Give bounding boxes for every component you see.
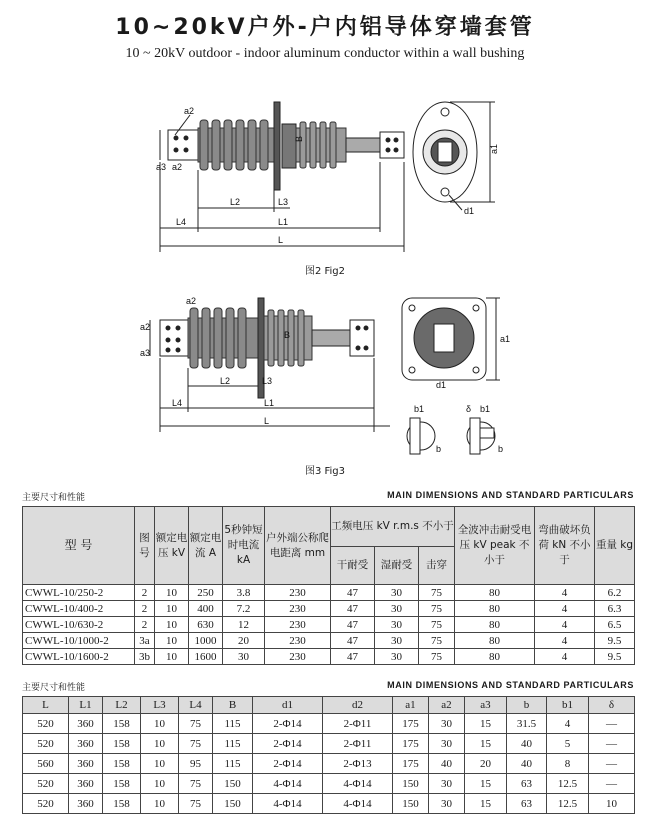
table-cell: —: [589, 754, 635, 774]
table-cell: 4: [535, 601, 595, 617]
table-cell: 2-Φ14: [253, 714, 323, 734]
table-cell: 158: [103, 754, 141, 774]
table-cell: 75: [419, 633, 455, 649]
header-dry: 干耐受: [331, 547, 375, 585]
table-cell: 95: [179, 754, 213, 774]
table-cell: 520: [23, 734, 69, 754]
fig3-label-l: L: [264, 416, 270, 426]
table-cell: 4-Φ14: [323, 774, 393, 794]
column-header: a3: [465, 697, 507, 714]
table-cell: 10: [155, 617, 189, 633]
table-cell: 230: [265, 585, 331, 601]
table-cell: 12: [223, 617, 265, 633]
table-cell: 230: [265, 601, 331, 617]
table-cell: 12.5: [547, 794, 589, 814]
table-cell: 2: [135, 585, 155, 601]
table-cell: 30: [375, 649, 419, 665]
table-cell: 2: [135, 601, 155, 617]
header-short-time-current: 5秒钟短时电流 kA: [223, 507, 265, 585]
table-cell: 80: [455, 585, 535, 601]
table-cell: 360: [69, 774, 103, 794]
page-title: 10~20kV户外-户内铝导体穿墙套管: [115, 15, 535, 40]
table-cell: 75: [179, 774, 213, 794]
table-cell: 10: [141, 794, 179, 814]
fig2-label-l2: L2: [230, 197, 241, 207]
table-cell: 10: [141, 714, 179, 734]
header-power-frequency: 工频电压 kV r.m.s 不小于: [331, 507, 455, 547]
table-cell: 360: [69, 734, 103, 754]
table-cell: 15: [465, 774, 507, 794]
table-cell: 560: [23, 754, 69, 774]
header-fig: 图号: [135, 507, 155, 585]
table-cell: 47: [331, 601, 375, 617]
fig3-label-b1-left: b1: [414, 404, 425, 414]
table-cell: 15: [465, 734, 507, 754]
table-cell: 115: [213, 754, 253, 774]
table-cell: 150: [213, 794, 253, 814]
section1-title-cn: 主要尺寸和性能: [22, 493, 86, 503]
table-cell: 2-Φ14: [253, 734, 323, 754]
table-cell: 250: [189, 585, 223, 601]
column-header: L3: [141, 697, 179, 714]
table-cell: 4: [535, 633, 595, 649]
table-cell: 10: [155, 649, 189, 665]
fig3-label-l2: L2: [220, 376, 231, 386]
table-cell: 4: [535, 649, 595, 665]
table-row: [23, 774, 635, 794]
table-row: [23, 617, 635, 633]
column-header: a1: [393, 697, 429, 714]
table-cell: —: [589, 714, 635, 734]
table-cell: 40: [507, 754, 547, 774]
table-row: [23, 734, 635, 754]
column-header: L4: [179, 697, 213, 714]
table-cell: 30: [223, 649, 265, 665]
table-cell: 4: [535, 617, 595, 633]
header-creepage: 户外端公称爬电距离 mm: [265, 507, 331, 585]
table-cell: 75: [419, 617, 455, 633]
table-cell: 10: [589, 794, 635, 814]
table-row: [23, 754, 635, 774]
fig2-drawing: [0, 80, 650, 290]
fig2-label-l3: L3: [278, 197, 289, 207]
fig3-label-a2-top: a2: [186, 296, 197, 306]
table-cell: —: [589, 774, 635, 794]
table-cell: 30: [375, 633, 419, 649]
column-header: d1: [253, 697, 323, 714]
table-cell: 4: [547, 714, 589, 734]
table-cell: 7.2: [223, 601, 265, 617]
table-cell: 75: [419, 649, 455, 665]
table-cell: 2-Φ11: [323, 714, 393, 734]
table-cell: 63: [507, 794, 547, 814]
table-cell: 230: [265, 633, 331, 649]
table-cell: 40: [507, 734, 547, 754]
table-cell: 30: [375, 617, 419, 633]
table-cell: 230: [265, 649, 331, 665]
fig3-label-b-right: b: [498, 444, 504, 454]
fig3-label-a1: a1: [500, 334, 511, 344]
table-row: [23, 649, 635, 665]
fig3-label-delta: δ: [466, 404, 472, 414]
table-cell: 15: [465, 794, 507, 814]
model-cell: CWWL-10/1000-2: [23, 633, 135, 649]
table-cell: 175: [393, 754, 429, 774]
table-cell: 520: [23, 794, 69, 814]
table-cell: 158: [103, 714, 141, 734]
fig3-label-b: B: [284, 330, 291, 340]
table-cell: 40: [429, 754, 465, 774]
table-row: [23, 714, 635, 734]
column-header: B: [213, 697, 253, 714]
table-cell: 360: [69, 794, 103, 814]
table-cell: 20: [465, 754, 507, 774]
table-cell: 10: [155, 585, 189, 601]
header-weight: 重量 kg: [595, 507, 635, 585]
table-cell: 30: [429, 794, 465, 814]
header-model: 型 号: [23, 507, 135, 585]
table-cell: 31.5: [507, 714, 547, 734]
table-cell: 4: [535, 585, 595, 601]
table-cell: 400: [189, 601, 223, 617]
table-cell: 75: [419, 585, 455, 601]
table-cell: 360: [69, 714, 103, 734]
fig3-label-d1: d1: [436, 380, 447, 390]
model-cell: CWWL-10/400-2: [23, 601, 135, 617]
table-cell: 6.5: [595, 617, 635, 633]
fig3-label-a3: a3: [140, 348, 151, 358]
table-cell: 20: [223, 633, 265, 649]
header-rated-current: 额定电流 A: [189, 507, 223, 585]
table-cell: 158: [103, 794, 141, 814]
fig3-caption: 图3 Fig3: [304, 466, 346, 477]
fig3-label-b-left: b: [436, 444, 442, 454]
table-cell: 6.3: [595, 601, 635, 617]
fig2-label-l4: L4: [176, 217, 187, 227]
header-bending: 弯曲破坏负荷 kN 不小于: [535, 507, 595, 585]
table-cell: 150: [393, 774, 429, 794]
table-cell: 1000: [189, 633, 223, 649]
model-cell: CWWL-10/250-2: [23, 585, 135, 601]
column-header: δ: [589, 697, 635, 714]
section2-title-cn: 主要尺寸和性能: [22, 683, 86, 693]
table-cell: 3b: [135, 649, 155, 665]
table-cell: 1600: [189, 649, 223, 665]
performance-table: [22, 506, 635, 665]
model-cell: CWWL-10/630-2: [23, 617, 135, 633]
fig3-label-l3: L3: [262, 376, 273, 386]
column-header: L: [23, 697, 69, 714]
table-cell: 30: [375, 601, 419, 617]
table-row: [23, 585, 635, 601]
table-cell: 150: [213, 774, 253, 794]
table-cell: 4-Φ14: [323, 794, 393, 814]
table-cell: 63: [507, 774, 547, 794]
fig2-label-a1: a1: [489, 143, 499, 154]
table-cell: 30: [375, 585, 419, 601]
fig2-label-a2: a2: [172, 162, 183, 172]
section2-header: [22, 680, 634, 694]
table-cell: 10: [155, 601, 189, 617]
fig3-label-l1: L1: [264, 398, 275, 408]
table-cell: 3.8: [223, 585, 265, 601]
fig2-label-a3: a3: [156, 162, 167, 172]
table-cell: 47: [331, 633, 375, 649]
fig2-label-b: B: [294, 135, 304, 142]
table-cell: 9.5: [595, 633, 635, 649]
header-rated-voltage: 额定电压 kV: [155, 507, 189, 585]
table-cell: 75: [419, 601, 455, 617]
table-cell: 6.2: [595, 585, 635, 601]
table-cell: 158: [103, 734, 141, 754]
table-cell: 10: [155, 633, 189, 649]
column-header: d2: [323, 697, 393, 714]
table-cell: 80: [455, 633, 535, 649]
table-cell: 2: [135, 617, 155, 633]
model-cell: CWWL-10/1600-2: [23, 649, 135, 665]
column-header: L2: [103, 697, 141, 714]
table-cell: 30: [429, 714, 465, 734]
fig3-drawing: [0, 286, 650, 471]
fig3-label-b1-right: b1: [480, 404, 491, 414]
section2-title-en: MAIN DIMENSIONS AND STANDARD PARTICULARS: [387, 680, 634, 690]
table-cell: 12.5: [547, 774, 589, 794]
table-cell: 5: [547, 734, 589, 754]
fig2-label-a2-top: a2: [184, 106, 195, 116]
table-cell: 3a: [135, 633, 155, 649]
table-cell: 9.5: [595, 649, 635, 665]
table-cell: 4-Φ14: [253, 774, 323, 794]
fig2-label-d1: d1: [464, 206, 475, 216]
table-cell: 2-Φ14: [253, 754, 323, 774]
table-cell: 30: [429, 774, 465, 794]
table-row: [23, 601, 635, 617]
header-impulse: 全波冲击耐受电压 kV peak 不小于: [455, 507, 535, 585]
table-cell: 80: [455, 617, 535, 633]
fig2-label-l1: L1: [278, 217, 289, 227]
table-cell: 15: [465, 714, 507, 734]
table-cell: 150: [393, 794, 429, 814]
header-wet: 湿耐受: [375, 547, 419, 585]
page-subtitle: 10 ~ 20kV outdoor - indoor aluminum conductor within a wall bushing: [125, 46, 525, 61]
fig3-label-l4: L4: [172, 398, 183, 408]
table-cell: 2-Φ11: [323, 734, 393, 754]
table-row: [23, 633, 635, 649]
table-cell: 360: [69, 754, 103, 774]
table-cell: 75: [179, 714, 213, 734]
fig2-label-l: L: [278, 235, 284, 245]
fig2-caption: 图2 Fig2: [304, 266, 346, 277]
table-cell: 4-Φ14: [253, 794, 323, 814]
table-cell: 80: [455, 649, 535, 665]
column-header: b1: [547, 697, 589, 714]
dimensions-table: [22, 696, 635, 814]
table-cell: 115: [213, 714, 253, 734]
table-cell: 520: [23, 714, 69, 734]
column-header: a2: [429, 697, 465, 714]
table-cell: 47: [331, 585, 375, 601]
table-cell: 175: [393, 714, 429, 734]
table-cell: 230: [265, 617, 331, 633]
table-cell: 158: [103, 774, 141, 794]
table-cell: 2-Φ13: [323, 754, 393, 774]
table-cell: 10: [141, 754, 179, 774]
table-cell: 630: [189, 617, 223, 633]
table-cell: 10: [141, 734, 179, 754]
table-cell: 115: [213, 734, 253, 754]
table-cell: 80: [455, 601, 535, 617]
table-cell: 47: [331, 617, 375, 633]
table-cell: —: [589, 734, 635, 754]
fig3-label-a2-side: a2: [140, 322, 151, 332]
table-row: [23, 794, 635, 814]
column-header: L1: [69, 697, 103, 714]
table-cell: 30: [429, 734, 465, 754]
table-cell: 10: [141, 774, 179, 794]
table-cell: 75: [179, 734, 213, 754]
table-cell: 75: [179, 794, 213, 814]
table-cell: 520: [23, 774, 69, 794]
header-breakdown: 击穿: [419, 547, 455, 585]
column-header: b: [507, 697, 547, 714]
table-cell: 47: [331, 649, 375, 665]
section1-title-en: MAIN DIMENSIONS AND STANDARD PARTICULARS: [387, 490, 634, 500]
section1-header: [22, 490, 634, 504]
table-cell: 8: [547, 754, 589, 774]
table-cell: 175: [393, 734, 429, 754]
